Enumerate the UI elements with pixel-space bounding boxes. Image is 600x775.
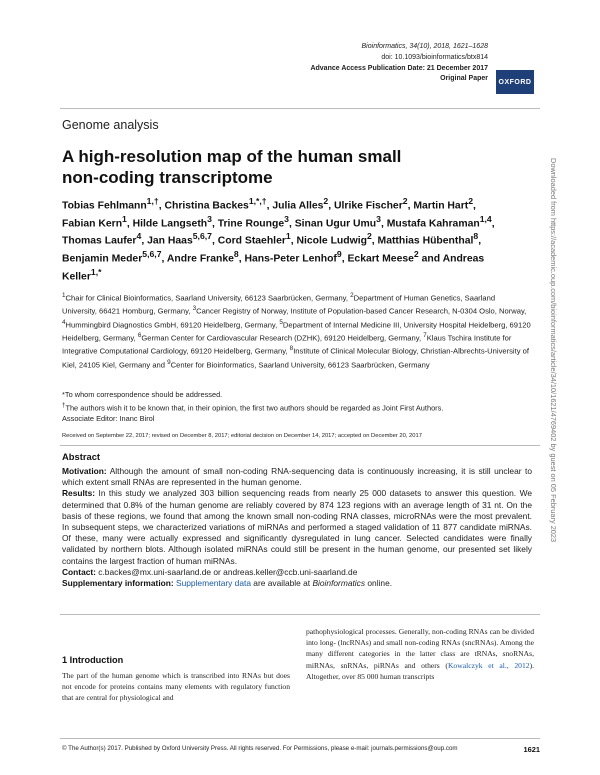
- header-divider: [60, 108, 540, 109]
- associate-editor: Associate Editor: Inanc Birol: [62, 414, 155, 424]
- intro-right-column: pathophysiological processes. Generally, non-coding RNAs can be divided into long- (lncRNAs) and small non-coding RNAs (sncRNAs). Among the many different categories in the latter class are tRNAs, snoRNAs, miRNAs, snRNAs, piRNAs and others (Kowalczyk et al., 2012). Altogether, over 85 000 human transcripts: [306, 627, 534, 681]
- author-list: Tobias Fehlmann$^{1,\dagger}$, Christina Backes$^{1,*,\dagger}$, Julia Alles$^2$, Ulrike Fischer$^2$, Martin Hart$^2$, Fabian Kern$^1$, Hilde Langseth$^3$, Trine Rounge$^3$, Sinan Ugur Umu$^3$, Mustafa Kahraman$^{1,4}$, Thomas Laufer$^4$, Jan Haas$^{5,6,7}$, Cord Staehler$^1$, Nicole Ludwig$^2$, Matthias Hübenthal$^8$, Benjamin Meder$^{5,6,7}$, Andre Franke$^8$, Hans-Peter Lenhof$^9$, Eckart Meese$^2$ and Andreas Keller$^{1,*}$: [62, 196, 495, 283]
- section-label: Genome analysis: [62, 118, 159, 132]
- supplementary-data-link[interactable]: Supplementary data: [176, 578, 251, 589]
- abstract-supplementary: Supplementary information: Supplementary data are available at Bioinformatics online.: [62, 578, 393, 589]
- journal-header: [310, 42, 488, 85]
- doi-line[interactable]: doi: 10.1093/bioinformatics/btx814: [381, 53, 488, 61]
- abstract-motivation: Motivation: Although the amount of small non-coding RNA-sequencing data is continuously increasing, it is still unclear to which extent small RNAs are represented in the human genome.: [62, 466, 533, 488]
- affiliations: $^1$Chair for Clinical Bioinformatics, Saarland University, 66123 Saarbrücken, Germany, $^2$Department of Human Genetics, Saarland University, 66421 Homburg, Germany, $^3$Cancer Registry of Norway, Institute of Population-based Cancer Research, N-0304 Oslo, Norway, $^4$Hummingbird Diagnostics GmbH, 69120 Heidelberg, Germany, $^5$Department of Internal Medicine III, University Hospital Heidelberg, 69120 Heidelberg, Germany, $^6$German Center for Cardiovascular Research (DZHK), 69120 Heidelberg, Germany, $^7$Klaus Tschira Institute for Integrative Computational Cardiology, 69120 Heidelberg, Germany, $^8$Institute of Clinical Molecular Biology, Christian-Albrechts-University of Kiel, 24105 Kiel, Germany and $^9$Center for Bioinformatics, Saarland University, 66123 Saarbrücken, Germany: [62, 292, 531, 370]
- received-dates: Received on September 22, 2017; revised on December 8, 2017; editorial decision on December 14, 2017; accepted on December 20, 2017: [62, 433, 422, 439]
- dates-divider: [60, 445, 540, 446]
- journal-citation: Bioinformatics, 34(10), 2018, 1621–1628: [361, 43, 488, 50]
- abstract-divider: [60, 614, 540, 615]
- paper-type: Original Paper: [440, 75, 488, 83]
- contact-emails[interactable]: c.backes@mx.uni-saarland.de or andreas.keller@ccb.uni-saarland.de: [98, 566, 358, 577]
- footer-divider: [60, 738, 540, 739]
- correspondence-note: *To whom correspondence should be addressed.: [62, 390, 223, 399]
- intro-heading: 1 Introduction: [62, 655, 124, 665]
- download-watermark: Downloaded from https://academic.oup.com/bioinformatics/article/34/10/1621/4769402 by guest on 05 February 2023: [549, 158, 558, 543]
- author-notes: [62, 390, 532, 425]
- abstract-body: [62, 466, 532, 589]
- intro-left-column: The part of the human genome which is transcribed into RNAs but does not encode for proteins contains many elements with regulatory function that are central for physiological and: [62, 671, 290, 703]
- access-date: Advance Access Publication Date: 21 December 2017: [310, 64, 488, 72]
- citation-link[interactable]: Kowalczyk et al., 2012: [447, 660, 530, 670]
- abstract-heading: Abstract: [62, 451, 101, 462]
- oxford-logo: OXFORD: [496, 70, 534, 94]
- abstract-results: Results: In this study we analyzed 303 billion sequencing reads from nearly 25 000 datasets to answer this question. We determined that 0.8% of the human genome are reliably covered by 874 123 regions with an average length of 31 nt. On the basis of these regions, we found that among the known small non-coding RNA classes, microRNAs were the most prevalent. In subsequent steps, we characterized variations of miRNAs and performed a staged validation of 11 877 candidate miRNAs. Of these, many were actually expressed and significantly dysregulated in lung cancer. Selected candidates were finally validated by northern blots. Although isolated miRNAs could still be present in the human genome, our presented set likely contains the largest fraction of human miRNAs.: [62, 488, 532, 566]
- abstract-contact: Contact: c.backes@mx.uni-saarland.de or andreas.keller@ccb.uni-saarland.de: [62, 566, 358, 577]
- joint-first-note: †The authors wish it to be known that, in their opinion, the first two authors should be regarded as Joint First Authors.: [62, 401, 444, 413]
- copyright-footer: © The Author(s) 2017. Published by Oxford University Press. All rights reserved. For Permissions, please e-mail: journals.permissions@oup.com: [62, 745, 458, 752]
- paper-title: A high-resolution map of the human small non-coding transcriptome: [62, 147, 402, 187]
- page-number: 1621: [523, 745, 540, 754]
